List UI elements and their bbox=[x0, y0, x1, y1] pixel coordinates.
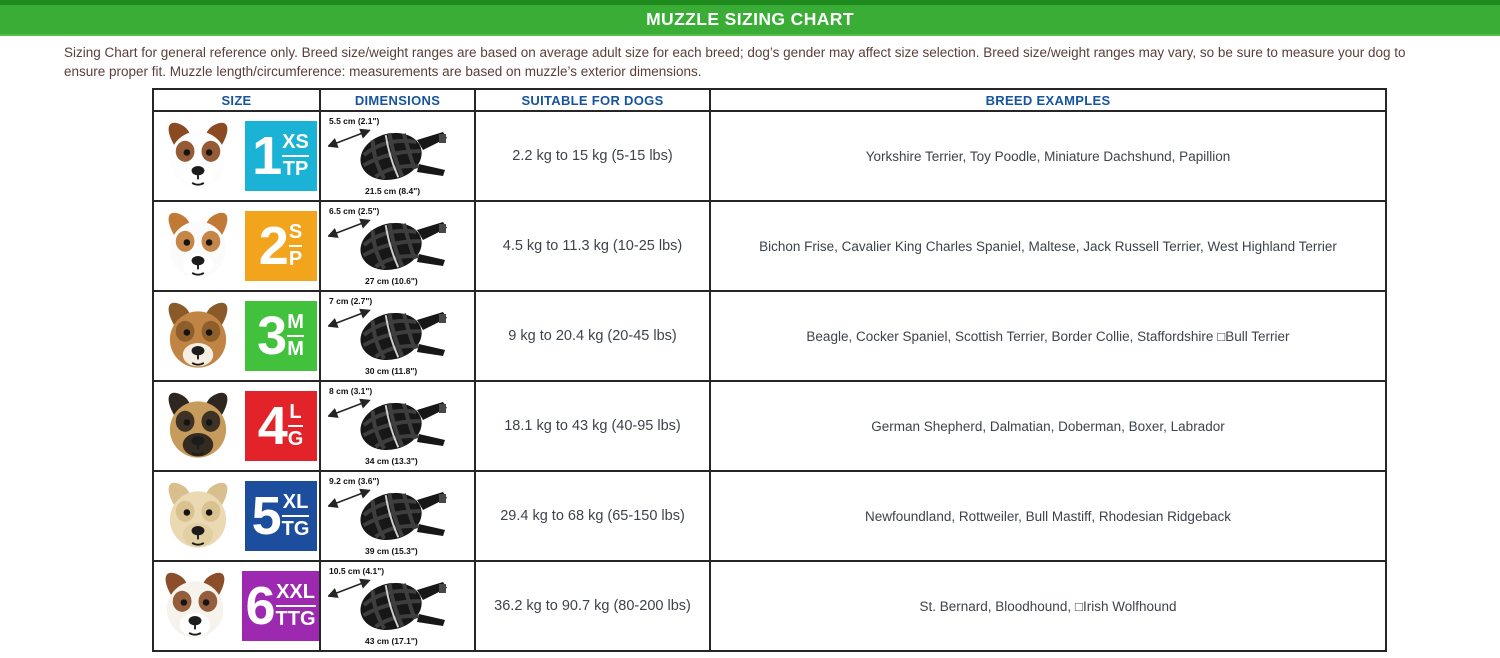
muzzle-length-label: 10.5 cm (4.1") bbox=[329, 566, 385, 576]
table-row bbox=[153, 111, 1386, 201]
muzzle-length-label: 6.5 cm (2.5") bbox=[329, 206, 380, 216]
table-row bbox=[153, 471, 1386, 561]
size-number: 1 bbox=[252, 126, 281, 186]
size-badge bbox=[245, 391, 317, 461]
muzzle-length-label: 5.5 cm (2.1") bbox=[329, 116, 380, 126]
muzzle-circumference-label: 34 cm (13.3") bbox=[365, 456, 418, 466]
muzzle-circumference-label: 30 cm (11.8") bbox=[365, 366, 418, 376]
badge-divider bbox=[276, 605, 316, 608]
size-cell bbox=[153, 111, 320, 201]
size-code-en: L bbox=[289, 401, 302, 424]
size-code-fr: TP bbox=[282, 157, 309, 180]
size-cell bbox=[153, 201, 320, 291]
breed-list: St. Bernard, Bloodhound, □Irish Wolfhound bbox=[710, 561, 1386, 651]
table-header-row bbox=[153, 89, 1386, 111]
muzzle-sizing-table bbox=[152, 88, 1387, 652]
size-code-fr: P bbox=[288, 247, 303, 270]
breed-list: Beagle, Cocker Spaniel, Scottish Terrier, Border Collie, Staffordshire □Bull Terrier bbox=[710, 291, 1386, 381]
muzzle-photo-icon bbox=[347, 394, 451, 454]
badge-divider bbox=[289, 245, 302, 248]
size-cell bbox=[153, 381, 320, 471]
size-code-fr: TTG bbox=[275, 607, 316, 630]
size-code-fr: G bbox=[287, 427, 304, 450]
size-badge bbox=[245, 121, 317, 191]
breed-list: German Shepherd, Dalmatian, Doberman, Boxer, Labrador bbox=[710, 381, 1386, 471]
dimensions-cell bbox=[320, 111, 475, 201]
size-badge bbox=[242, 571, 319, 641]
dog-photo-icon bbox=[154, 565, 236, 647]
size-code-en: S bbox=[288, 221, 303, 244]
size-cell bbox=[153, 561, 320, 651]
page-title: MUZZLE SIZING CHART bbox=[646, 9, 854, 29]
breed-list: Bichon Frise, Cavalier King Charles Spaniel, Maltese, Jack Russell Terrier, West Highland Terrier bbox=[710, 201, 1386, 291]
column-header-suitable: SUITABLE FOR DOGS bbox=[475, 89, 710, 111]
dog-photo-icon bbox=[157, 295, 239, 377]
badge-divider bbox=[282, 515, 310, 518]
size-code-en: XL bbox=[282, 491, 309, 514]
muzzle-length-label: 7 cm (2.7") bbox=[329, 296, 373, 306]
dog-photo-icon bbox=[157, 205, 239, 287]
size-code-fr: TG bbox=[281, 517, 310, 540]
size-code-en: XXL bbox=[276, 581, 315, 604]
size-number: 5 bbox=[251, 486, 280, 546]
page-header-bar bbox=[0, 0, 1500, 36]
size-cell bbox=[153, 291, 320, 381]
breed-list: Yorkshire Terrier, Toy Poodle, Miniature Dachshund, Papillion bbox=[710, 111, 1386, 201]
size-number: 4 bbox=[257, 396, 286, 456]
size-badge bbox=[245, 481, 317, 551]
weight-range: 29.4 kg to 68 kg (65-150 lbs) bbox=[475, 471, 710, 561]
weight-range: 2.2 kg to 15 kg (5-15 lbs) bbox=[475, 111, 710, 201]
size-number: 3 bbox=[257, 306, 286, 366]
size-code-en: XS bbox=[282, 131, 309, 154]
badge-divider bbox=[288, 425, 304, 428]
weight-range: 18.1 kg to 43 kg (40-95 lbs) bbox=[475, 381, 710, 471]
muzzle-circumference-label: 21.5 cm (8.4") bbox=[365, 186, 421, 196]
dimensions-cell bbox=[320, 561, 475, 651]
dimensions-cell bbox=[320, 291, 475, 381]
dog-photo-icon bbox=[157, 385, 239, 467]
dog-photo-icon bbox=[157, 475, 239, 557]
size-number: 2 bbox=[258, 216, 287, 276]
table-row bbox=[153, 381, 1386, 471]
table-row bbox=[153, 291, 1386, 381]
column-header-dimensions: DIMENSIONS bbox=[320, 89, 475, 111]
table-row bbox=[153, 201, 1386, 291]
breed-list: Newfoundland, Rottweiler, Bull Mastiff, Rhodesian Ridgeback bbox=[710, 471, 1386, 561]
size-badge bbox=[245, 301, 317, 371]
column-header-size: SIZE bbox=[153, 89, 320, 111]
badge-divider bbox=[282, 155, 309, 158]
size-code-en: M bbox=[287, 311, 304, 334]
sizing-disclaimer-text: Sizing Chart for general reference only. Breed size/weight ranges are based on average adult size for each breed; dog’s gender may affect size selection. Breed size/weight ranges may vary, so be sure to measure your dog to ensure proper fit. Muzzle length/circumference: measurements are based on muzzle’s exterior dimensions. bbox=[64, 45, 1406, 79]
dog-photo-icon bbox=[157, 115, 239, 197]
weight-range: 4.5 kg to 11.3 kg (10-25 lbs) bbox=[475, 201, 710, 291]
weight-range: 9 kg to 20.4 kg (20-45 lbs) bbox=[475, 291, 710, 381]
size-number: 6 bbox=[245, 576, 274, 636]
muzzle-photo-icon bbox=[347, 124, 451, 184]
dimensions-cell bbox=[320, 201, 475, 291]
dimensions-cell bbox=[320, 471, 475, 561]
muzzle-photo-icon bbox=[347, 484, 451, 544]
muzzle-circumference-label: 27 cm (10.6") bbox=[365, 276, 418, 286]
dimensions-cell bbox=[320, 381, 475, 471]
table-row bbox=[153, 561, 1386, 651]
muzzle-photo-icon bbox=[347, 304, 451, 364]
muzzle-length-label: 8 cm (3.1") bbox=[329, 386, 373, 396]
badge-divider bbox=[287, 335, 304, 338]
size-badge bbox=[245, 211, 317, 281]
muzzle-circumference-label: 39 cm (15.3") bbox=[365, 546, 418, 556]
column-header-breeds: BREED EXAMPLES bbox=[710, 89, 1386, 111]
size-cell bbox=[153, 471, 320, 561]
muzzle-photo-icon bbox=[347, 574, 451, 634]
muzzle-circumference-label: 43 cm (17.1") bbox=[365, 636, 418, 646]
muzzle-photo-icon bbox=[347, 214, 451, 274]
muzzle-length-label: 9.2 cm (3.6") bbox=[329, 476, 380, 486]
weight-range: 36.2 kg to 90.7 kg (80-200 lbs) bbox=[475, 561, 710, 651]
size-code-fr: M bbox=[287, 337, 304, 360]
